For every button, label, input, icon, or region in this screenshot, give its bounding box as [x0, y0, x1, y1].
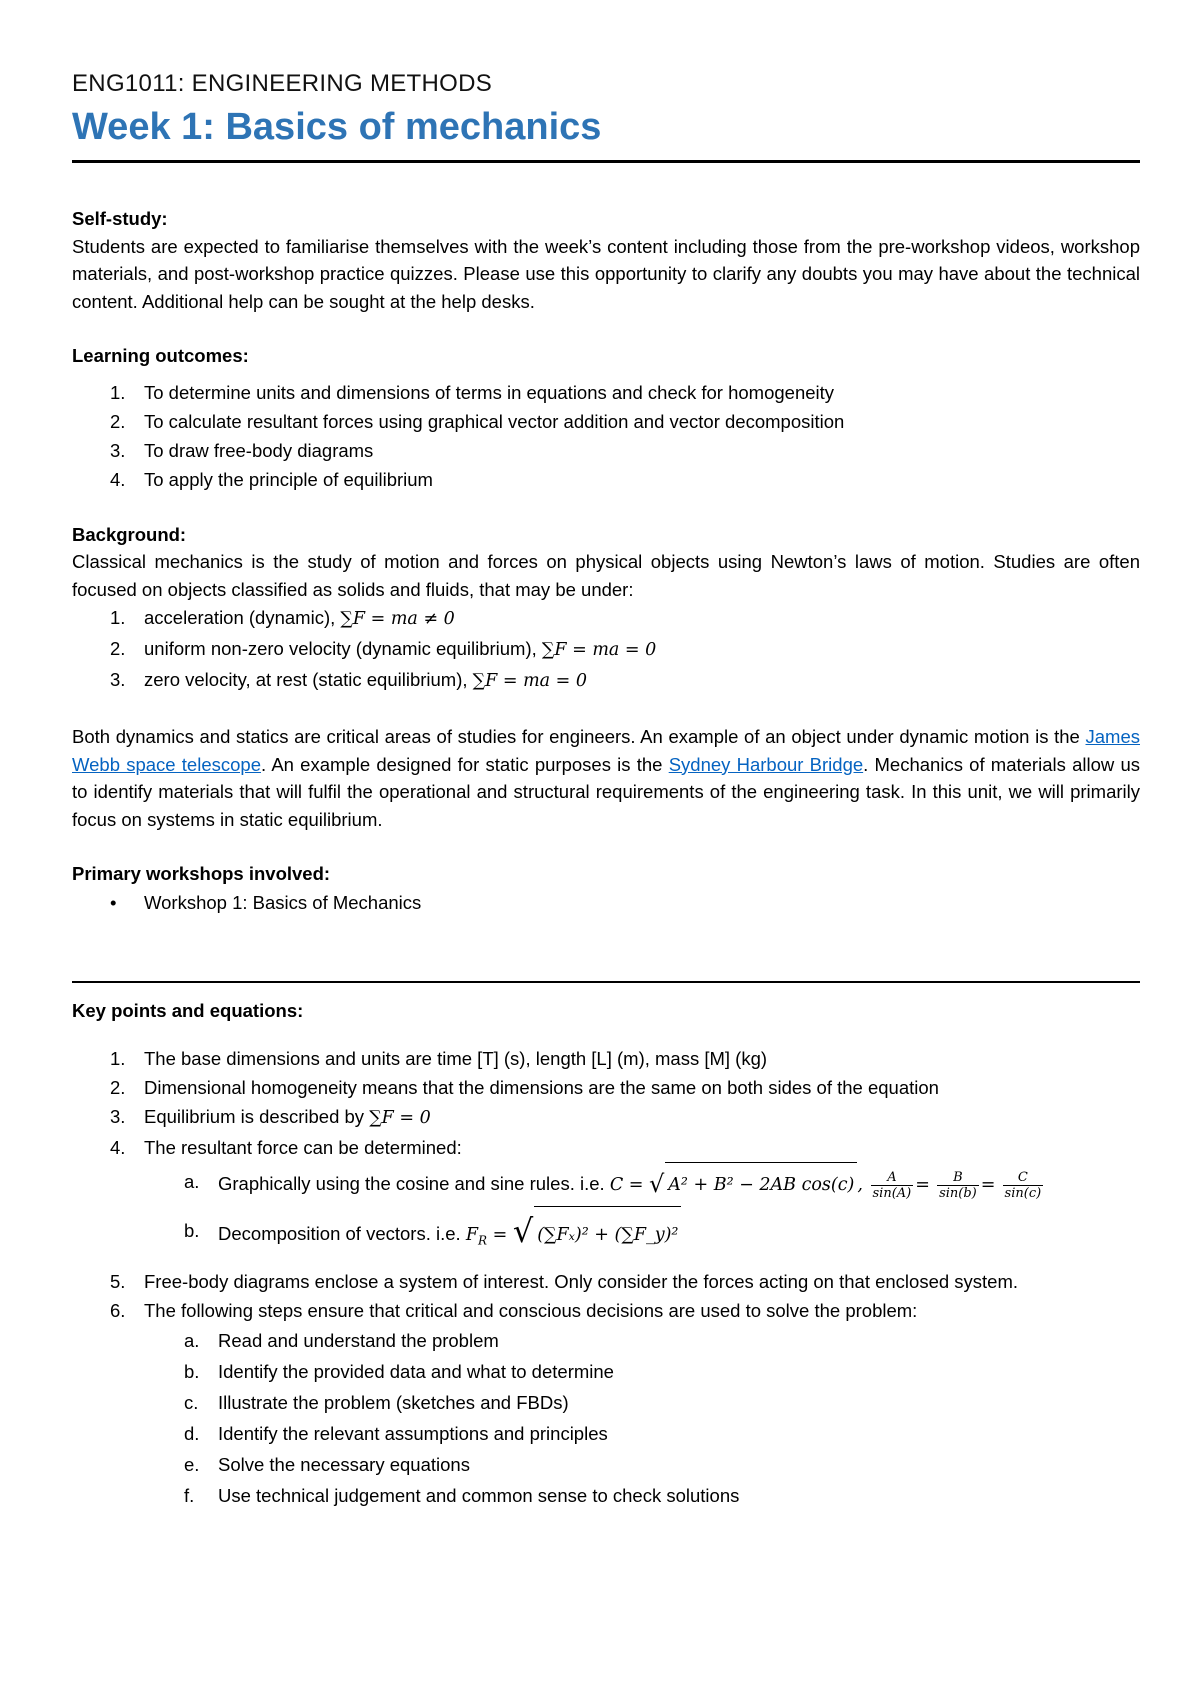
equation: A² + B² − 2AB cos(c) — [665, 1162, 857, 1205]
sub-list-item: c. Illustrate the problem (sketches and FBDs) — [184, 1391, 569, 1413]
equation: ∑F = 0 — [369, 1108, 431, 1128]
workshops-heading: Primary workshops involved: — [72, 863, 331, 884]
background-list — [72, 603, 1140, 696]
sub-list-item: e. Solve the necessary equations — [184, 1453, 470, 1475]
list-item: 3. zero velocity, at rest (static equilibrium), ∑F = ma = 0 — [110, 669, 588, 691]
list-item: 4. To apply the principle of equilibrium — [110, 468, 433, 490]
equation: ∑F = ma = 0 — [472, 671, 588, 691]
equation: ∑F = ma ≠ 0 — [340, 609, 455, 629]
list-item: 3. To draw free-body diagrams — [110, 439, 374, 461]
background-intro: Classical mechanics is the study of motion and forces on physical objects using Newton’s laws of motion. Studies are often focused on objects classified as solids and fluids, that may be under: — [72, 551, 1140, 600]
sub-list-item: f. Use technical judgement and common sense to check solutions — [184, 1484, 740, 1506]
bullet-icon: • — [110, 891, 117, 913]
list-item: 6. The following steps ensure that critical and conscious decisions are used to solve the problem: — [110, 1299, 918, 1321]
key-points-list — [72, 1044, 1140, 1511]
self-study-heading: Self-study: — [72, 208, 168, 229]
list-item: 3. Equilibrium is described by ∑F = 0 — [110, 1106, 431, 1128]
document-page — [72, 70, 1140, 1511]
list-item: 5. Free-body diagrams enclose a system of interest. Only consider the forces acting on that enclosed system. — [110, 1270, 1019, 1292]
list-item: 2. uniform non-zero velocity (dynamic equilibrium), ∑F = ma = 0 — [110, 638, 657, 660]
sqrt-icon: √ — [649, 1170, 665, 1198]
sub-list-item: b. Decomposition of vectors. i.e. $F_R$ = √ (∑Fₓ)² + (∑F_y)² — [72, 1205, 1140, 1267]
fraction: $\frac{B}{\sin(b)}$ — [939, 1169, 977, 1201]
sub-list-item: d. Identify the relevant assumptions and principles — [184, 1422, 608, 1444]
sub-list-item: b. Identify the provided data and what to determine — [184, 1360, 614, 1382]
background-heading: Background: — [72, 523, 187, 545]
workshops-list — [72, 888, 1140, 917]
sqrt-icon: √ — [512, 1212, 534, 1250]
page-title: Week 1: Basics of mechanics — [72, 106, 602, 148]
list-item: 1. The base dimensions and units are time [T] (s), length [L] (m), mass [M] (kg) — [110, 1048, 768, 1069]
james-webb-link[interactable]: James Webb space telescope — [72, 726, 1140, 775]
key-points-heading: Key points and equations: — [72, 999, 304, 1021]
sub-list-item: a. Graphically using the cosine and sine rules. i.e. C = √ A² + B² − 2AB cos(c) , $\frac{A}{\sin(A)}$ = $\frac{B}{\sin(b)}$ = $\frac{C}{\sin(c)}$ — [72, 1162, 1140, 1205]
course-code: ENG1011: ENGINEERING METHODS — [72, 70, 493, 97]
learning-outcomes-heading: Learning outcomes: — [72, 345, 249, 366]
sub-list-item: a. Read and understand the problem — [184, 1329, 499, 1351]
background-paragraph: Both dynamics and statics are critical areas of studies for engineers. An example of an object under dynamic motion is the James Webb space telescope. An example designed for static purposes is the Sydney Harbour Bridge. Mechanics of materials allow us to identify materials that will fulfil the operational and structural requirements of the engineering task. In this unit, we will primarily focus on systems in static equilibrium. — [72, 726, 1140, 830]
list-item: • Workshop 1: Basics of Mechanics — [72, 888, 1140, 917]
list-item: 1. acceleration (dynamic), ∑F = ma ≠ 0 — [110, 607, 455, 629]
fraction: $\frac{A}{\sin(A)}$ — [872, 1169, 912, 1201]
list-item: 4. The resultant force can be determined: — [110, 1137, 462, 1158]
list-item: 2. Dimensional homogeneity means that the dimensions are the same on both sides of the equation — [110, 1077, 939, 1098]
equation: ∑F = ma = 0 — [541, 640, 657, 660]
list-item: 2. To calculate resultant forces using graphical vector addition and vector decomposition — [110, 410, 845, 432]
sydney-harbour-bridge-link[interactable]: Sydney Harbour Bridge — [668, 753, 864, 775]
learning-outcomes-list — [72, 378, 1140, 494]
self-study-text: Students are expected to familiarise themselves with the week’s content including those from the pre-workshop videos, workshop materials, and post-workshop practice quizzes. Please use this opportunity to clarify any doubts you may have about the technical content. Additional help can be sought at the help desks. — [72, 235, 1140, 312]
list-item: 1. To determine units and dimensions of terms in equations and check for homogeneity — [110, 381, 835, 403]
fraction: $\frac{C}{\sin(c)}$ — [1004, 1169, 1042, 1201]
equation: (∑Fₓ)² + (∑F_y)² — [534, 1206, 681, 1261]
